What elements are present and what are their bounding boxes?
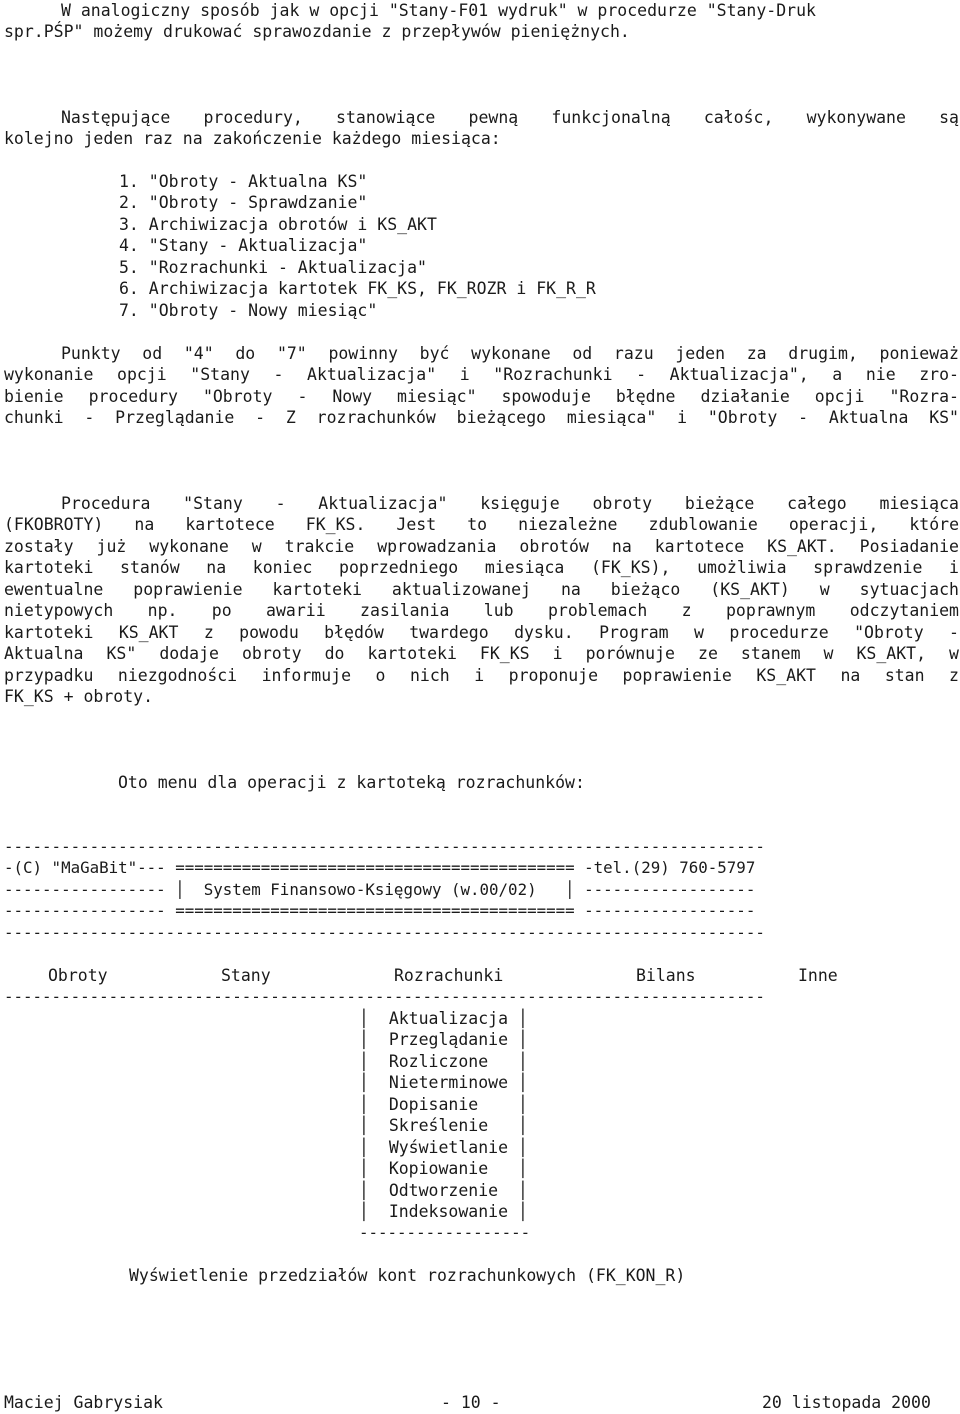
menu-intro: Oto menu dla operacji z kartoteką rozrachunków: — [118, 773, 585, 792]
submenu-item-skreslenie[interactable]: │ Skreślenie │ — [359, 1116, 528, 1135]
procedure-item-6: 6. Archiwizacja kartotek FK_KS, FK_ROZR i FK_R_R — [119, 279, 596, 298]
submenu-label: Odtworzenie — [388, 1181, 499, 1200]
submenu-label: Wyświetlanie — [388, 1138, 509, 1157]
para2-line-5: ewentualne poprawienie kartoteki aktualizowanej na bieżąco (KS_AKT) w sytuacjach — [4, 580, 959, 599]
submenu-bottom-border: ------------------ — [359, 1223, 531, 1242]
submenu-item-wyswietlanie[interactable]: │ Wyświetlanie │ — [359, 1138, 528, 1157]
submenu-label: Indeksowanie — [388, 1202, 509, 1221]
submenu-item-aktualizacja[interactable]: │ Aktualizacja │ — [359, 1009, 528, 1028]
menubar-item-inne[interactable]: Inne — [798, 966, 838, 985]
procedure-item-1: 1. "Obroty - Aktualna KS" — [119, 172, 368, 191]
menu-rule-top: -------------------------------------------------------------------------------- — [4, 837, 765, 856]
submenu-label: Nieterminowe — [388, 1073, 509, 1092]
footer-page-number: - 10 - — [441, 1393, 501, 1412]
submenu-item-rozliczone[interactable]: │ Rozliczone │ — [359, 1052, 528, 1071]
menubar-item-bilans[interactable]: Bilans — [636, 966, 696, 985]
para1-line-3: bienie procedury "Obroty - Nowy miesiąc" spowoduje błędne działanie opcji "Rozra- — [4, 387, 959, 406]
submenu-item-odtworzenie[interactable]: │ Odtworzenie │ — [359, 1181, 528, 1200]
para2-line-2: (FKOBROTY) na kartotece FK_KS. Jest to niezależne zdublowanie operacji, które — [4, 515, 959, 534]
procedure-item-2: 2. "Obroty - Sprawdzanie" — [119, 193, 368, 212]
submenu-item-kopiowanie[interactable]: │ Kopiowanie │ — [359, 1159, 528, 1178]
para2-line-8: Aktualna KS" dodaje obroty do kartoteki FK_KS i porównuje ze stanem w KS_AKT, w — [4, 644, 959, 663]
para2-line-3: zostały już wykonane w trakcie wprowadzania obrotów na kartotece KS_AKT. Posiadanie — [4, 537, 959, 556]
para1-line-4: chunki - Przeglądanie - Z rozrachunków bieżącego miesiąca" i "Obroty - Aktualna KS" — [4, 408, 959, 427]
menu-rule-bottom: -------------------------------------------------------------------------------- — [4, 923, 765, 942]
menu-double-line: ----------------- ========================================== ------------------ — [4, 901, 756, 920]
submenu-label: Przeglądanie — [388, 1030, 509, 1049]
para2-line-4: kartoteki stanów na koniec poprzedniego miesiąca (FK_KS), umożliwia sprawdzenie i — [4, 558, 959, 577]
procedure-item-3: 3. Archiwizacja obrotów i KS_AKT — [119, 215, 437, 234]
menu-header-line: -(C) "MaGaBit"--- ========================================== -tel.(29) 760-5797 — [4, 858, 756, 877]
menubar-item-rozrachunki[interactable]: Rozrachunki — [394, 966, 504, 985]
submenu-label: Aktualizacja — [388, 1009, 509, 1028]
submenu-label: Dopisanie — [388, 1095, 479, 1114]
para2-line-9: przypadku niezgodności informuje o nich i proponuje poprawienie KS_AKT na stan z — [4, 666, 959, 685]
para1-line-2: wykonanie opcji "Stany - Aktualizacja" i "Rozrachunki - Aktualizacja", a nie zro- — [4, 365, 959, 384]
submenu-label: Rozliczone — [388, 1052, 489, 1071]
para2-line-6: nietypowych np. po awarii zasilania lub problemach z poprawnym odczytaniem — [4, 601, 959, 620]
footer-author: Maciej Gabrysiak — [4, 1393, 163, 1412]
status-line: Wyświetlenie przedziałów kont rozrachunkowych (FK_KON_R) — [129, 1266, 686, 1285]
menubar-item-stany[interactable]: Stany — [221, 966, 271, 985]
menubar-item-obroty[interactable]: Obroty — [48, 966, 108, 985]
procedure-item-7: 7. "Obroty - Nowy miesiąc" — [119, 301, 378, 320]
menubar-rule: -------------------------------------------------------------------------------- — [4, 987, 765, 1006]
procedures-intro-line-1: Następujące procedury, stanowiące pewną funkcjonalną całośc, wykonywane są — [61, 108, 959, 127]
para2-line-1: Procedura "Stany - Aktualizacja" księguje obroty bieżące całego miesiąca — [61, 494, 959, 513]
para2-line-7: kartoteki KS_AKT z powodu błędów twardego dysku. Program w procedurze "Obroty - — [4, 623, 959, 642]
submenu-item-nieterminowe[interactable]: │ Nieterminowe │ — [359, 1073, 528, 1092]
para2-line-10: FK_KS + obroty. — [4, 687, 154, 706]
submenu-label: Skreślenie — [388, 1116, 489, 1135]
submenu-item-przegladanie[interactable]: │ Przeglądanie │ — [359, 1030, 528, 1049]
menu-title-line: ----------------- │ System Finansowo-Księgowy (w.00/02) │ ------------------ — [4, 880, 756, 899]
procedures-intro-line-2: kolejno jeden raz na zakończenie każdego miesiąca: — [4, 129, 501, 148]
submenu-item-dopisanie[interactable]: │ Dopisanie │ — [359, 1095, 528, 1114]
procedure-item-4: 4. "Stany - Aktualizacja" — [119, 236, 368, 255]
procedure-item-5: 5. "Rozrachunki - Aktualizacja" — [119, 258, 427, 277]
submenu-label: Kopiowanie — [388, 1159, 489, 1178]
footer-date: 20 listopada 2000 — [762, 1393, 931, 1412]
intro-line-1: W analogiczny sposób jak w opcji "Stany-F01 wydruk" w procedurze "Stany-Druk — [61, 1, 816, 20]
para1-line-1: Punkty od "4" do "7" powinny być wykonane od razu jeden za drugim, ponieważ — [61, 344, 959, 363]
submenu-item-indeksowanie[interactable]: │ Indeksowanie │ — [359, 1202, 528, 1221]
intro-line-2: spr.PŚP" możemy drukować sprawozdanie z przepływów pieniężnych. — [4, 22, 630, 41]
